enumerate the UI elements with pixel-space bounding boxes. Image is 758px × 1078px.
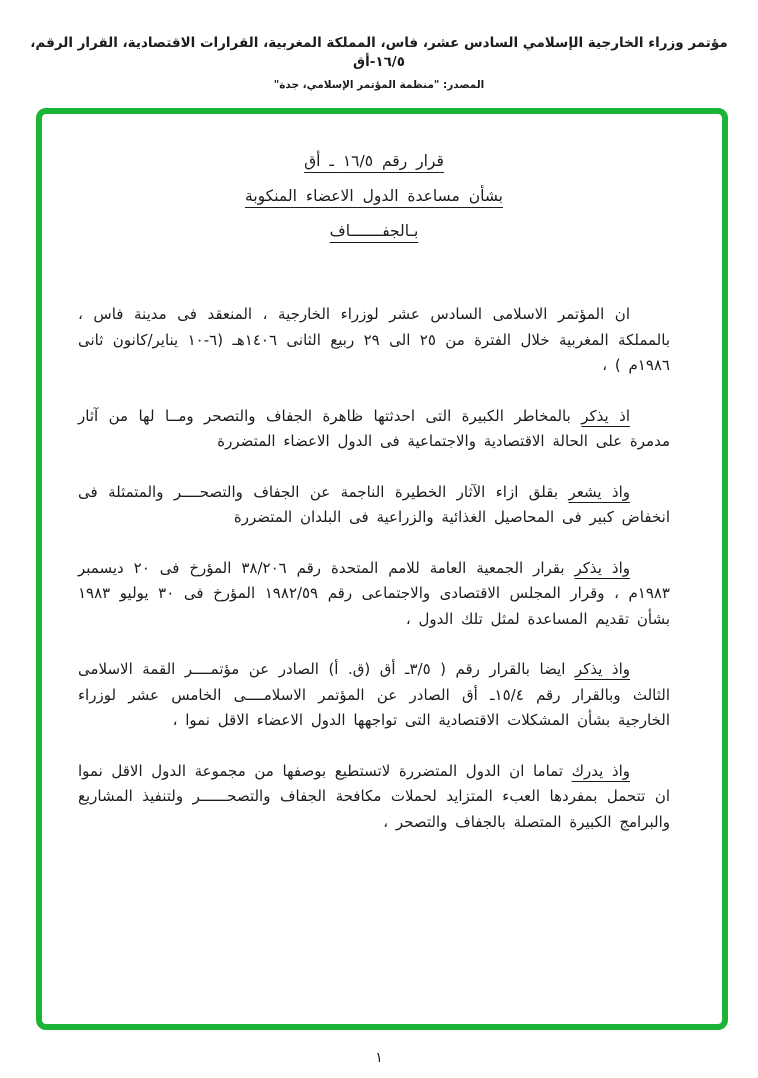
- document-paragraph: [78, 404, 670, 455]
- paragraph-lead: واذ يذكر: [574, 660, 630, 678]
- document-header: [20, 34, 738, 91]
- resolution-topic-line: [78, 222, 670, 240]
- paragraph-text: ان المؤتمر الاسلامى السادس عشر لوزراء الخارجية ، المنعقد فى مدينة فاس ، بالمملكة المغربية خلال الفترة من ٢٥ الى ٢٩ ربيع الثانى ١٤٠٦هـ (٦-١٠ يناير/كانون ثانى ١٩٨٦م ) ،: [78, 305, 670, 374]
- paragraph-lead: واذ يشعر: [568, 482, 631, 501]
- document-paragraph: [78, 759, 670, 836]
- paragraph-text: بقرار الجمعية العامة للامم المتحدة رقم ٣٨/٢٠٦ المؤرخ فى ٢٠ ديسمبر ١٩٨٣م ، وقرار المجلس الاقتصادى والاجتماعى رقم ١٩٨٢/٥٩ المؤرخ فى ٣٠ يوليو ١٩٨٣ بشأن تقديم المساعدة لمثل تلك الدول ،: [78, 558, 670, 628]
- document-paragraph: [78, 480, 670, 531]
- paragraph-lead: واذ يذكر: [574, 558, 631, 577]
- paragraph-lead: واذ يدرك: [571, 761, 630, 780]
- header-source: المصدر: "منظمة المؤتمر الإسلامي، جدة": [273, 78, 485, 91]
- resolution-title-block: [78, 152, 670, 240]
- document-content: [78, 108, 670, 860]
- resolution-number-line: [78, 152, 670, 170]
- paragraph-text: بالمخاطر الكبيرة التى احدثتها ظاهرة الجفاف والتصحر ومــا لها من آثار مدمرة على الحالة الاقتصادية والاجتماعية فى الدول الاعضاء المتضررة: [78, 406, 670, 450]
- resolution-topic-text: بـالجفـــــــاف: [329, 222, 419, 240]
- paragraph-text: ايضا بالقرار رقم ( ٣/٥ـ أق (ق. أ) الصادر عن مؤتمــــر القمة الاسلامى الثالث وبالقرار رقم ١٥/٤ـ أق الصادر عن المؤتمر الاسلامــــى الخامس عشر لوزراء الخارجية بشأن المشكلات الاقتصادية التى تواجهها الدول الاعضاء الاقل نموا ،: [78, 660, 671, 729]
- document-paragraph: [78, 657, 670, 734]
- paragraph-text: تماما ان الدول المتضررة لاتستطيع بوصفها من مجموعة الدول الاقل نموا ان تتحمل بمفردها العبء المتزايد لحملات مكافحة الجفاف والتصحــــــر ولتنفيذ المشاريع والبرامج الكبيرة المتصلة بالجفاف والتصحر ،: [78, 761, 670, 831]
- page-number: ١: [375, 1050, 383, 1066]
- resolution-subject-line: [78, 187, 670, 205]
- resolution-body: [78, 302, 670, 835]
- paragraph-text: بقلق ازاء الآثار الخطيرة الناجمة عن الجفاف والتصحــــر والمتمثلة فى انخفاض كبير فى المحاصيل الغذائية والزراعية فى البلدان المتضررة: [78, 482, 670, 526]
- document-paragraph: [78, 302, 670, 379]
- resolution-subject-text: بشأن مساعدة الدول الاعضاء المنكوبة: [245, 187, 503, 205]
- document-paragraph: [78, 556, 670, 633]
- paragraph-lead: اذ يذكر: [581, 406, 630, 425]
- resolution-number-text: قرار رقم ١٦/٥ ـ أق: [304, 152, 444, 170]
- header-citation: مؤتمر وزراء الخارجية الإسلامي السادس عشر، فاس، المملكة المغربية، القرارات الاقتصادية، القرار الرقم، ١٦/٥-أق: [30, 35, 728, 70]
